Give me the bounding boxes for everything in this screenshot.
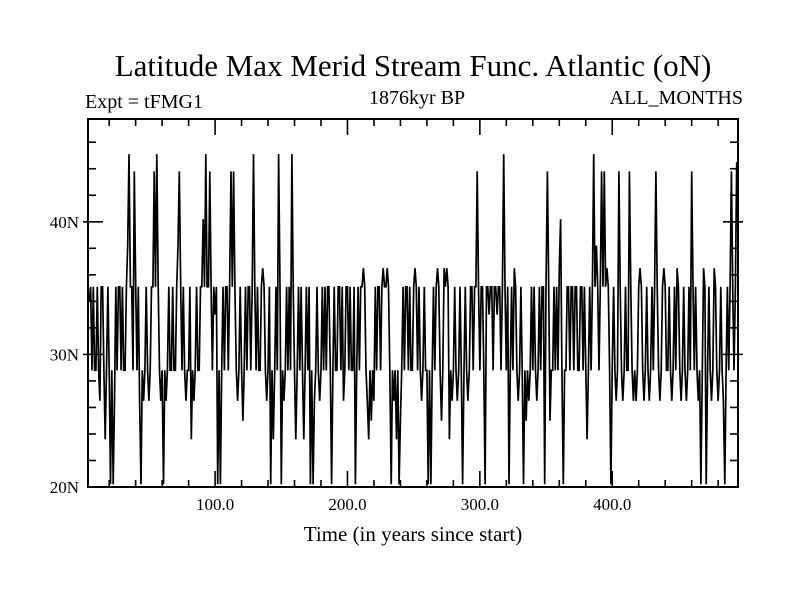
months-annotation: ALL_MONTHS xyxy=(609,87,743,109)
y-tick-label: 20N xyxy=(49,478,79,497)
experiment-annotation: Expt = tFMG1 xyxy=(85,91,203,113)
y-tick-label: 30N xyxy=(49,345,79,365)
x-tick-label: 300.0 xyxy=(460,495,499,514)
chart-title: Latitude Max Merid Stream Func. Atlantic (oN) xyxy=(114,48,712,83)
date-bp-annotation: 1876kyr BP xyxy=(368,87,466,109)
data-line xyxy=(89,154,736,484)
x-tick-label: 200.0 xyxy=(328,495,367,514)
x-tick-label: 100.0 xyxy=(195,495,235,514)
plot-area xyxy=(50,119,743,514)
x-tick-label: 400.0 xyxy=(593,495,632,514)
x-axis-label: Time (in years since start) xyxy=(303,522,523,546)
y-tick-label: 40N xyxy=(49,212,79,232)
